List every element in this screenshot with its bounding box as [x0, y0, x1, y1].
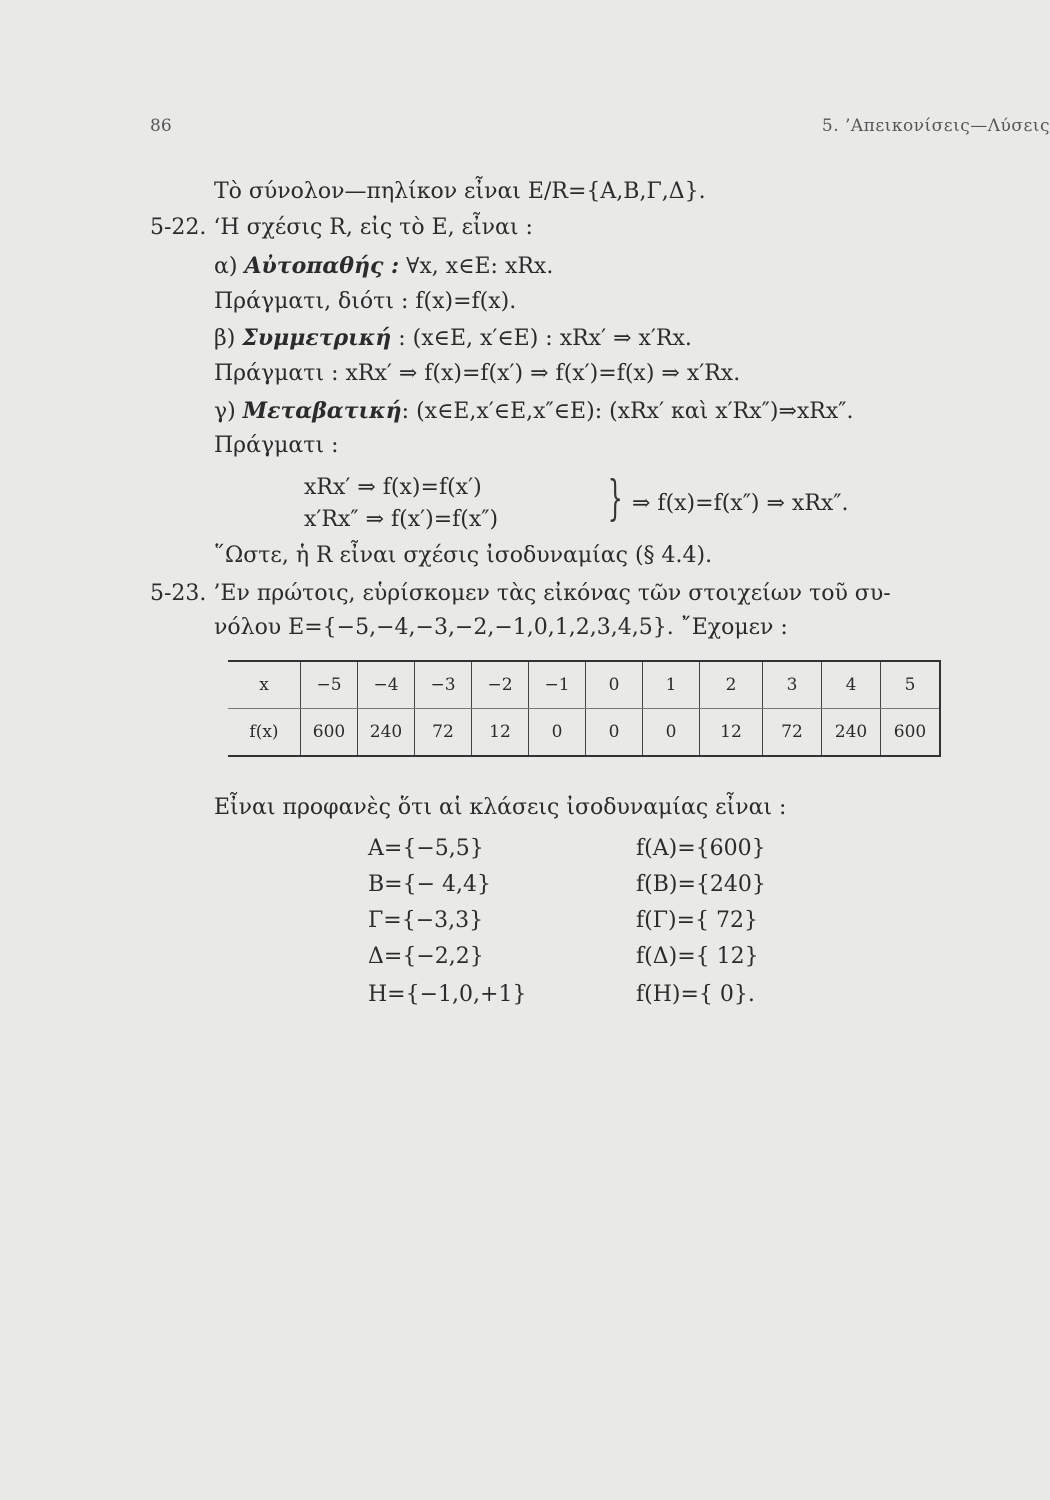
table-cell-x: −4	[358, 661, 415, 709]
reflexive-title: Αὐτοπαθής :	[244, 253, 400, 279]
table-cell-fx: 12	[700, 709, 763, 757]
equivalence-conclusion: ῞Ωστε, ἡ R εἶναι σχέσις ἰσοδυναμίας (§ 4.4).	[214, 543, 713, 568]
table-cell-x: 4	[822, 661, 881, 709]
class-image: f(Γ)={ 72}	[636, 908, 758, 933]
page-number: 86	[150, 116, 172, 136]
transitive-proof-intro: Πράγματι :	[214, 433, 339, 458]
item-label-a: α)	[214, 254, 245, 279]
class-image: f(A)={600}	[636, 836, 766, 861]
table-cell-x: −2	[472, 661, 529, 709]
table-cell-fx: 12	[472, 709, 529, 757]
text-line-quotient-set: Τὸ σύνολον—πηλίκον εἶναι E/R={A,B,Γ,Δ}.	[214, 179, 706, 204]
table-header-fx: f(x)	[249, 722, 279, 742]
table-cell-x: 0	[586, 661, 643, 709]
table-cell-fx: 72	[415, 709, 472, 757]
class-set: H={−1,0,+1}	[368, 982, 527, 1007]
transitive-formula: : (x∈E,x′∈E,x″∈E): (xRx′ καὶ x′Rx″)⇒xRx″.	[401, 399, 854, 424]
table-cell-x: −1	[529, 661, 586, 709]
table-cell-fx: 600	[881, 709, 941, 757]
table-cell-fx: 240	[358, 709, 415, 757]
transitive-line	[214, 397, 853, 426]
table-cell-x: 5	[881, 661, 941, 709]
table-row-fx	[228, 709, 940, 757]
table-cell-fx: 0	[529, 709, 586, 757]
class-set: B={− 4,4}	[368, 872, 492, 897]
function-values-table	[228, 660, 941, 757]
table-cell-fx: 0	[643, 709, 700, 757]
class-image: f(B)={240}	[636, 872, 766, 897]
symmetric-proof: Πράγματι : xRx′ ⇒ f(x)=f(x′) ⇒ f(x′)=f(x) ⇒ x′Rx.	[214, 361, 741, 386]
class-set: Δ={−2,2}	[368, 944, 484, 969]
transitive-conclusion: ⇒ f(x)=f(x″) ⇒ xRx″.	[632, 491, 849, 516]
table-cell-x: 3	[763, 661, 822, 709]
table-cell-fx: 72	[763, 709, 822, 757]
reflexive-line	[214, 252, 553, 281]
item-label-b: β)	[214, 326, 243, 351]
right-brace: }	[607, 470, 623, 526]
class-image: f(H)={ 0}.	[636, 982, 755, 1007]
reflexive-formula: ∀x, x∈E: xRx.	[399, 254, 554, 279]
problem-5-22-statement: 5-22. ‘Η σχέσις R, εἰς τὸ E, εἶναι :	[150, 215, 533, 240]
table-cell-x: 2	[700, 661, 763, 709]
table-cell-fx: 600	[301, 709, 358, 757]
symmetric-title: Συμμετρική	[242, 325, 392, 351]
symmetric-line	[214, 324, 692, 353]
transitive-premise-1: xRx′ ⇒ f(x)=f(x′)	[304, 475, 482, 500]
table-cell-fx: 0	[586, 709, 643, 757]
class-set: Γ={−3,3}	[368, 908, 484, 933]
table-header-x: x	[228, 661, 301, 709]
reflexive-proof: Πράγματι, διότι : f(x)=f(x).	[214, 289, 517, 314]
table-cell-x: −5	[301, 661, 358, 709]
table-cell-fx: 240	[822, 709, 881, 757]
transitive-title: Μεταβατική	[242, 398, 402, 424]
running-head: 5. ’Απεικονίσεις—Λύσεις	[821, 116, 1050, 136]
set-definition: νόλου E={−5,−4,−3,−2,−1,0,1,2,3,4,5}. ῎Εχομεν :	[214, 615, 788, 640]
transitive-premise-2: x′Rx″ ⇒ f(x′)=f(x″)	[304, 507, 499, 532]
table-cell-x: −3	[415, 661, 472, 709]
classes-intro: Εἶναι προφανὲς ὅτι αἱ κλάσεις ἰσοδυναμίας εἶναι :	[214, 795, 787, 820]
item-label-c: γ)	[214, 399, 243, 424]
table-row-x	[228, 661, 940, 709]
problem-5-23-statement: 5-23. ’Εν πρώτοις, εὑρίσκομεν τὰς εἰκόνας τῶν στοιχείων τοῦ συ-	[150, 581, 891, 606]
table-cell-x: 1	[643, 661, 700, 709]
symmetric-formula: : (x∈E, x′∈E) : xRx′ ⇒ x′Rx.	[391, 326, 692, 351]
class-image: f(Δ)={ 12}	[636, 944, 759, 969]
class-set: A={−5,5}	[368, 836, 484, 861]
